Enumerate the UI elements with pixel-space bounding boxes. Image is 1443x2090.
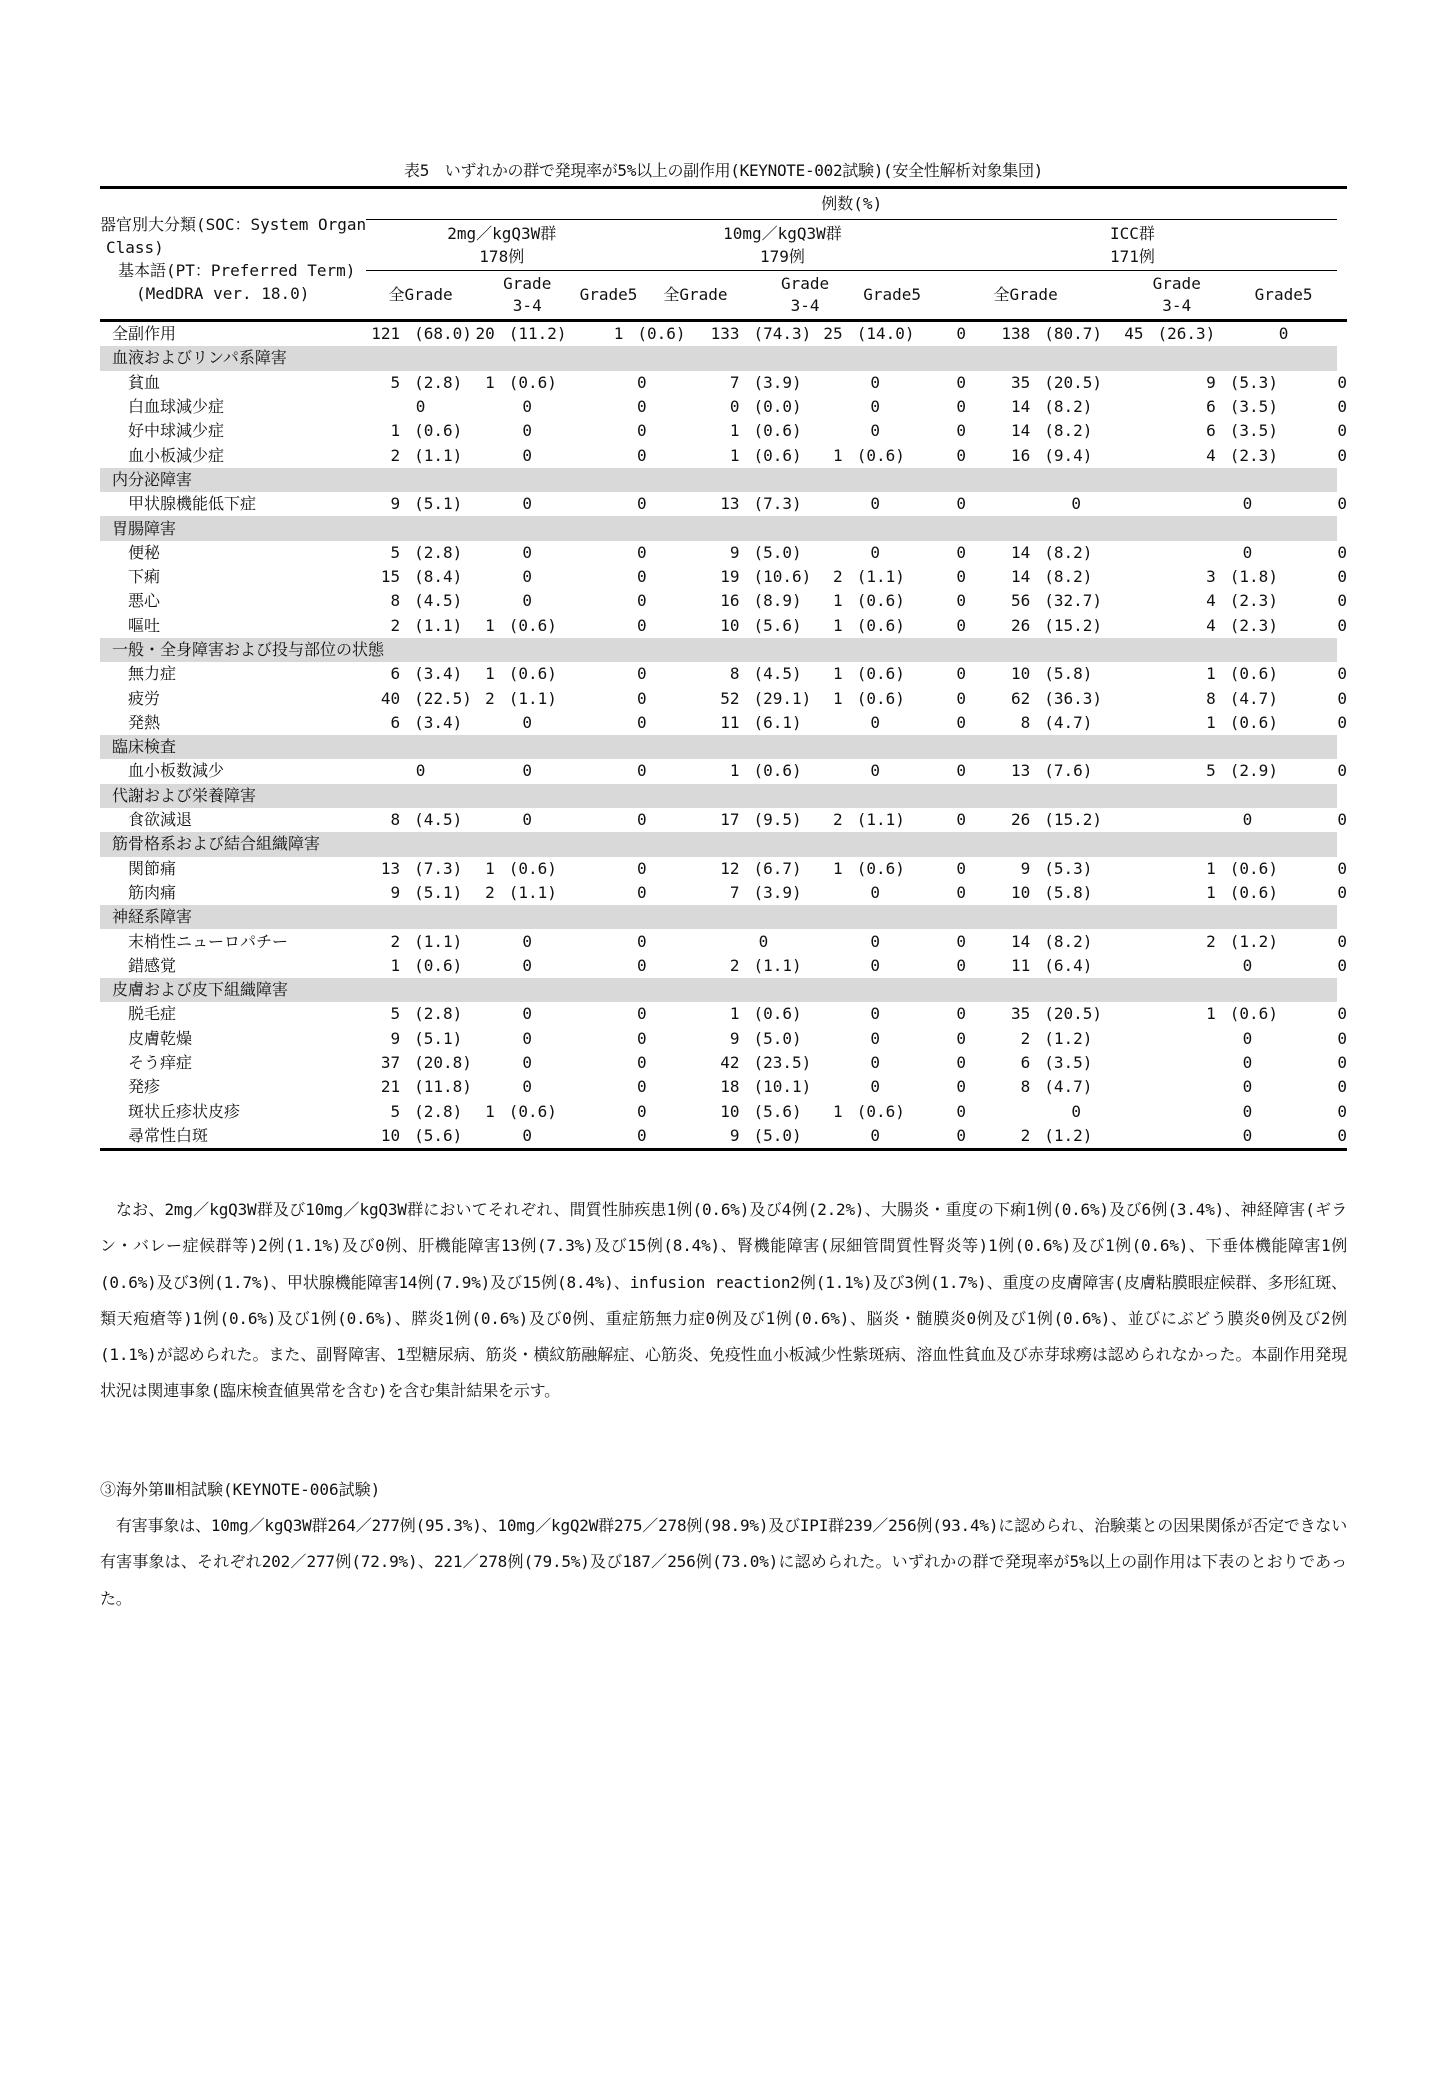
grade-5-header: Grade5 [863,285,921,304]
grade-34-header: Grade 3-4 [503,274,552,315]
pt-label: 血小板減少症 [128,445,225,465]
group-header-2mg: 2mg／kgQ3W群 178例 [366,220,637,271]
grade-all-header: 全Grade [663,285,728,304]
grade-34-header: Grade 3-4 [1152,274,1201,315]
row-label-header: 器官別大分類(SOC：System Organ Class) 基本語(PT：Preferred Term) (MedDRA ver. 18.0) [100,215,367,303]
table-header [100,188,1347,321]
pt-label: 白血球減少症 [128,397,225,417]
grade-5-header: Grade5 [579,285,638,304]
table-row: 貧血 5 (2.8) 1 (0.6) 0 7 (3.9) 0 0 35 (20.5) 9 (5.3) 0 [100,371,1347,395]
table-row: そう痒症 37 (20.8) 0 0 42 (23.5) 0 0 6 (3.5) 0 0 [100,1051,1347,1075]
table-row: 甲状腺機能低下症 9 (5.1) 0 0 13 (7.3) 0 0 0 0 0 [100,492,1347,516]
pt-label: 便秘 [128,542,161,562]
table-row: 血小板減少症 2 (1.1) 0 0 1 (0.6) 1 (0.6) 0 16 (9.4) 4 (2.3) 0 [100,443,1347,467]
table-row: 尋常性白斑 10 (5.6) 0 0 9 (5.0) 0 0 2 (1.2) 0 0 [100,1124,1347,1150]
pt-label: 脱毛症 [128,1004,177,1024]
pt-label: 血小板数減少 [128,761,225,781]
pt-label: 好中球減少症 [128,421,225,441]
pt-label: 尋常性白斑 [128,1125,209,1145]
pt-label: そう痒症 [128,1053,193,1073]
pt-label: 筋肉痛 [128,882,177,902]
table-row: 錯感覚 1 (0.6) 0 0 2 (1.1) 0 0 11 (6.4) 0 0 [100,954,1347,978]
pt-label: 無力症 [128,664,177,684]
soc-row [100,346,1347,370]
table-row: 食欲減退 8 (4.5) 0 0 17 (9.5) 2 (1.1) 0 26 (15.2) 0 0 [100,808,1347,832]
count-header: 例数(%) [366,188,1337,220]
soc-row [100,832,1347,856]
pt-label: 疲労 [128,688,161,708]
table-row: 悪心 8 (4.5) 0 0 16 (8.9) 1 (0.6) 0 56 (32.7) 4 (2.3) 0 [100,589,1347,613]
pt-label: 発熱 [128,712,161,732]
footnote-paragraph: なお、2mg／kgQ3W群及び10mg／kgQ3W群においてそれぞれ、間質性肺疾患1例(0.6%)及び4例(2.2%)、大腸炎・重度の下痢1例(0.6%)及び6例(3.4%)、神経障害(ギラン・バレー症候群等)2例(1.1%)及び0例、肝機能障害13例(7.3%)及び15例(8.4%)、腎機能障害(尿細管間質性腎炎等)1例(0.6%)及び1例(0.6%)、下垂体機能障害1例(0.6%)及び3例(1.7%)、甲状腺機能障害14例(7.9%)及び15例(8.4%)、infusion reaction2例(1.1%)及び3例(1.7%)、重度の皮膚障害(皮膚粘膜眼症候群、多形紅斑、類天疱瘡等)1例(0.6%)及び1例(0.6%)、膵炎1例(0.6%)及び0例、重症筋無力症0例及び1例(0.6%)、脳炎・髄膜炎0例及び1例(0.6%)、並びにぶどう膜炎0例及び2例(1.1%)が認められた。また、副腎障害、1型糖尿病、筋炎・横紋筋融解症、心筋炎、免疫性血小板減少性紫斑病、溶血性貧血及び赤芽球癆は認められなかった。本副作用発現状況は関連事象(臨床検査値異常を含む)を含む集計結果を示す。 [100,1200,1347,1401]
soc-label: 神経系障害 [100,905,1337,929]
soc-label: 胃腸障害 [100,516,1337,540]
table-caption: 表5 いずれかの群で発現率が5%以上の副作用(KEYNOTE-002試験)(安全性解析対象集団) [404,161,1043,180]
pt-label: 斑状丘疹状皮疹 [128,1101,241,1121]
table-row: 皮膚乾燥 9 (5.1) 0 0 9 (5.0) 0 0 2 (1.2) 0 0 [100,1027,1347,1051]
adverse-reactions-table [100,186,1347,1151]
soc-label: 血液およびリンパ系障害 [100,346,1337,370]
table-row: 斑状丘疹状皮疹 5 (2.8) 1 (0.6) 0 10 (5.6) 1 (0.6) 0 0 0 0 [100,1100,1347,1124]
pt-label: 皮膚乾燥 [128,1028,193,1048]
table-row: 下痢 15 (8.4) 0 0 19 (10.6) 2 (1.1) 0 14 (8.2) 3 (1.8) 0 [100,565,1347,589]
soc-label: 代謝および栄養障害 [100,784,1337,808]
pt-label: 食欲減退 [128,810,193,830]
soc-row [100,638,1347,662]
table-row: 脱毛症 5 (2.8) 0 0 1 (0.6) 0 0 35 (20.5) 1 (0.6) 0 [100,1002,1347,1026]
section-title: ③海外第Ⅲ相試験(KEYNOTE-006試験) [100,1480,381,1499]
pt-label: 嘔吐 [128,615,161,635]
table-row: 便秘 5 (2.8) 0 0 9 (5.0) 0 0 14 (8.2) 0 0 [100,541,1347,565]
pt-label: 錯感覚 [128,955,177,975]
soc-row [100,978,1347,1002]
soc-label: 一般・全身障害および投与部位の状態 [100,638,1337,662]
soc-label: 内分泌障害 [100,468,1337,492]
pt-label: 貧血 [128,372,161,392]
section-paragraph: 有害事象は、10mg／kgQ3W群264／277例(95.3%)、10mg／kgQ2W群275／278例(98.9%)及びIPI群239／256例(93.4%)に認められ、治験薬との因果関係が否定できない有害事象は、それぞれ202／277例(72.9%)、221／278例(79.5%)及び187／256例(73.0%)に認められた。いずれかの群で発現率が5%以上の副作用は下表のとおりであった。 [100,1516,1347,1608]
table-row-total: 全副作用 121 (68.0) 20 (11.2) 1 (0.6) 133 (74.3) 25 (14.0) 0 138 (80.7) 45 (26.3) 0 [100,321,1347,347]
pt-label: 関節痛 [128,858,177,878]
table-row: 発熱 6 (3.4) 0 0 11 (6.1) 0 0 8 (4.7) 1 (0.6) 0 [100,711,1347,735]
table-row: 白血球減少症 0 0 0 0 (0.0) 0 0 14 (8.2) 6 (3.5) 0 [100,395,1347,419]
table-row: 無力症 6 (3.4) 1 (0.6) 0 8 (4.5) 1 (0.6) 0 10 (5.8) 1 (0.6) 0 [100,662,1347,686]
pt-label: 末梢性ニューロパチー [128,931,289,951]
soc-row [100,784,1347,808]
grade-all-header: 全Grade [993,285,1058,304]
table-row: 関節痛 13 (7.3) 1 (0.6) 0 12 (6.7) 1 (0.6) 0 9 (5.3) 1 (0.6) 0 [100,857,1347,881]
table-body [100,321,1347,1150]
soc-row [100,905,1347,929]
table-row: 筋肉痛 9 (5.1) 2 (1.1) 0 7 (3.9) 0 0 10 (5.8) 1 (0.6) 0 [100,881,1347,905]
table-row: 嘔吐 2 (1.1) 1 (0.6) 0 10 (5.6) 1 (0.6) 0 26 (15.2) 4 (2.3) 0 [100,614,1347,638]
group-header-10mg: 10mg／kgQ3W群 179例 [637,220,927,271]
table-row: 疲労 40 (22.5) 2 (1.1) 0 52 (29.1) 1 (0.6) 0 62 (36.3) 8 (4.7) 0 [100,686,1347,710]
soc-label: 筋骨格系および結合組織障害 [100,832,1337,856]
table-row: 血小板数減少 0 0 0 1 (0.6) 0 0 13 (7.6) 5 (2.9) 0 [100,759,1347,783]
soc-label: 皮膚および皮下組織障害 [100,978,1337,1002]
table-row: 発疹 21 (11.8) 0 0 18 (10.1) 0 0 8 (4.7) 0 0 [100,1075,1347,1099]
table-row: 末梢性ニューロパチー 2 (1.1) 0 0 0 0 0 14 (8.2) 2 (1.2) 0 [100,929,1347,953]
grade-all-header: 全Grade [388,285,453,304]
soc-row [100,516,1347,540]
pt-label: 発疹 [128,1077,161,1097]
group-header-icc: ICC群 171例 [928,220,1338,271]
grade-5-header: Grade5 [1254,285,1313,304]
grade-34-header: Grade 3-4 [781,274,830,315]
pt-label: 悪心 [128,591,161,611]
pt-label: 甲状腺機能低下症 [128,494,257,514]
table-row: 好中球減少症 1 (0.6) 0 0 1 (0.6) 0 0 14 (8.2) 6 (3.5) 0 [100,419,1347,443]
pt-label: 下痢 [128,567,161,587]
soc-row [100,468,1347,492]
soc-label: 臨床検査 [100,735,1337,759]
soc-row [100,735,1347,759]
row-label: 全副作用 [112,324,177,344]
